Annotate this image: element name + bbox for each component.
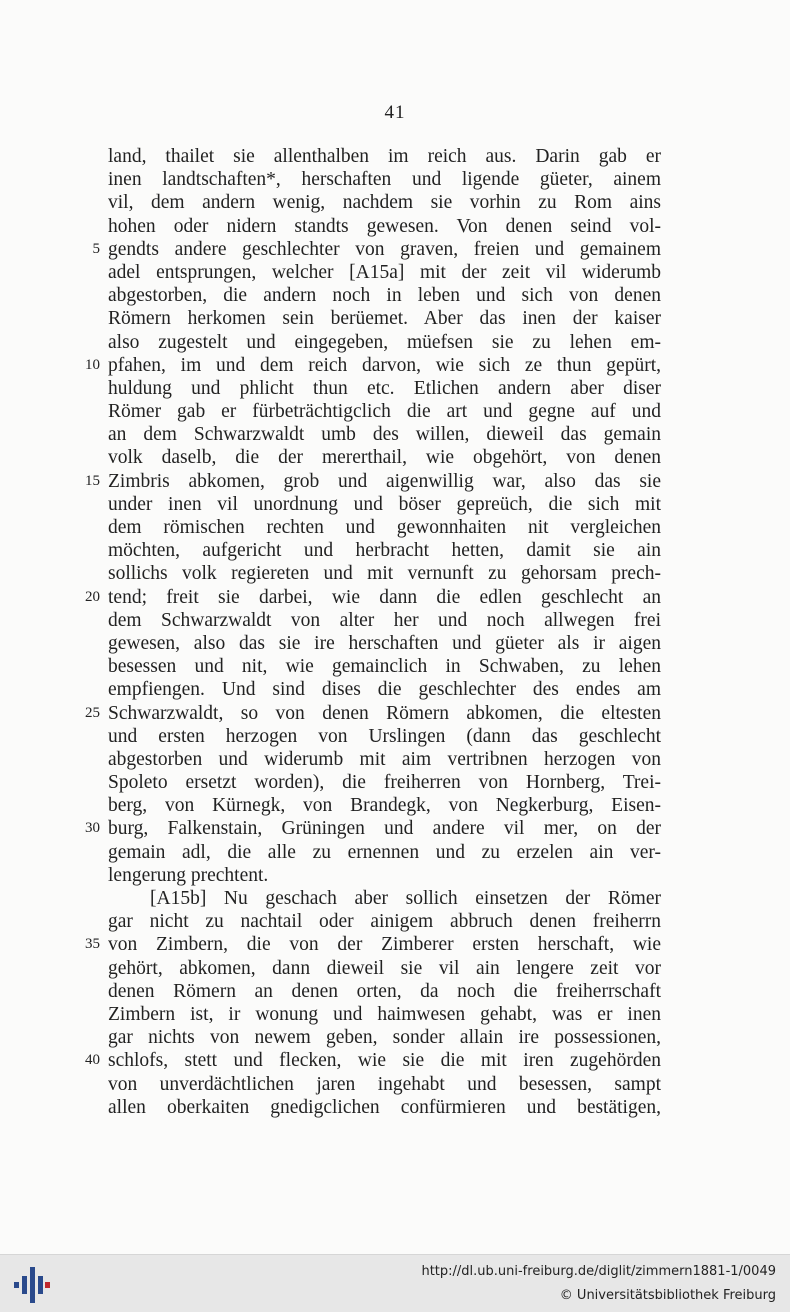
line-text: inen landtschaften*, herschaften und ligende güeter, ainem: [108, 169, 661, 191]
footer-copyright: © Universitätsbibliothek Freiburg: [559, 1288, 776, 1303]
text-line: [108, 377, 661, 400]
text-line: [85, 933, 661, 956]
line-text: schlofs, stett und flecken, wie sie die mit iren zugehörden: [108, 1050, 661, 1072]
text-line: [108, 493, 661, 516]
text-line: [108, 678, 661, 701]
line-text: lengerung prechtent.: [108, 864, 269, 886]
line-text: dem Schwarzwaldt von alter her und noch allwegen frei: [108, 609, 661, 631]
text-line: [108, 562, 661, 585]
text-line: [85, 470, 661, 493]
text-line: [108, 609, 661, 632]
text-line: [108, 284, 661, 307]
text-line: [108, 446, 661, 469]
line-text: [A15b] Nu geschach aber sollich einsetzen der Römer: [150, 888, 661, 909]
text-line: [108, 145, 661, 168]
text-line: [108, 423, 661, 446]
text-line: [108, 910, 661, 933]
line-number: 30: [85, 820, 100, 837]
text-line: [108, 632, 661, 655]
line-text: empfiengen. Und sind dises die geschlechter des endes am: [108, 679, 661, 701]
line-number: 15: [85, 472, 100, 489]
line-text: berg, von Kürnegk, von Brandegk, von Negkerburg, Eisen-: [108, 795, 661, 817]
line-text: abgestorben und widerumb mit aim vertribnen herzogen von: [108, 748, 661, 770]
text-line: [108, 191, 661, 214]
line-text: gar nichts von newem geben, sonder allain ire possessionen,: [108, 1027, 661, 1049]
text-line: [108, 539, 661, 562]
line-text: volk daselb, die der mererthail, wie obgehört, von denen: [108, 447, 661, 469]
line-text: Schwarzwaldt, so von denen Römern abkomen, die eltesten: [108, 702, 661, 724]
line-text: land, thailet sie allenthalben im reich aus. Darin gab er: [108, 146, 661, 167]
line-text: Römer gab er fürbeträchtigclich die art und gegne auf und: [108, 401, 661, 423]
line-text: möchten, aufgericht und herbracht hetten, damit sie ain: [108, 540, 661, 562]
text-line: [108, 771, 661, 794]
line-text: Zimbern ist, ir wonung und haimwesen gehabt, was er inen: [108, 1003, 661, 1025]
page-text: [85, 145, 661, 1119]
line-text: also zugestelt und eingegeben, müefsen sie zu lehen em-: [108, 331, 661, 353]
text-line: [85, 354, 661, 377]
text-line: [108, 261, 661, 284]
line-text: tend; freit sie darbei, wie dann die edlen geschlecht an: [108, 586, 661, 608]
line-text: Spoleto ersetzt worden), die freiherren von Hornberg, Trei-: [108, 772, 661, 794]
line-text: gendts andere geschlechter von graven, freien und gemainem: [108, 238, 661, 260]
line-text: hohen oder nidern standts gewesen. Von denen seind vol-: [108, 215, 661, 237]
text-line: [85, 817, 661, 840]
text-line: [108, 1073, 661, 1096]
line-text: sollichs volk regiereten und mit vernunft zu gehorsam prech-: [108, 563, 661, 585]
line-number: 40: [85, 1052, 100, 1069]
text-line: [108, 215, 661, 238]
text-line: [108, 887, 661, 910]
text-line: [108, 1003, 661, 1026]
text-line: [108, 307, 661, 330]
text-line: [108, 957, 661, 980]
line-text: und ersten herzogen von Urslingen (dann das geschlecht: [108, 725, 661, 747]
text-line: [108, 516, 661, 539]
line-number: 5: [92, 240, 100, 257]
text-line: [85, 702, 661, 725]
line-text: abgestorben, die andern noch in leben und sich von denen: [108, 285, 661, 307]
text-line: [108, 864, 661, 887]
text-line: [108, 400, 661, 423]
line-text: besessen und nit, wie gemainclich in Schwaben, zu lehen: [108, 656, 661, 678]
line-text: Römern herkomen sein berüemet. Aber das inen der kaiser: [108, 308, 661, 330]
line-number: 20: [85, 588, 100, 605]
text-line: [108, 168, 661, 191]
text-line: [108, 725, 661, 748]
line-text: gemain adl, die alle zu ernennen und zu erzelen ain ver-: [108, 841, 661, 863]
line-text: gar nicht zu nachtail oder ainigem abbruch denen freiherrn: [108, 911, 661, 933]
line-text: huldung und phlicht thun etc. Etlichen andern aber diser: [108, 377, 661, 399]
footer-url-link[interactable]: http://dl.ub.uni-freiburg.de/diglit/zimmern1881-1/0049: [421, 1264, 776, 1279]
line-text: vil, dem andern wenig, nachdem sie vorhin zu Rom ains: [108, 192, 661, 214]
line-text: dem römischen rechten und gewonnhaiten nit vergleichen: [108, 517, 661, 538]
text-line: [108, 1096, 661, 1119]
line-text: denen Römern an denen orten, da noch die freiherrschaft: [108, 980, 661, 1002]
line-text: under inen vil unordnung und böser gepreüch, die sich mit: [108, 493, 661, 515]
text-line: [108, 1026, 661, 1049]
text-line: [108, 980, 661, 1003]
line-text: adel entsprungen, welcher [A15a] mit der zeit vil widerumb: [108, 261, 661, 283]
text-line: [85, 1049, 661, 1072]
line-number: 35: [85, 936, 100, 953]
line-text: gehört, abkomen, dann dieweil sie vil ain lengere zeit vor: [108, 957, 661, 979]
line-text: pfahen, im und dem reich darvon, wie sich ze thun gepürt,: [108, 354, 661, 376]
ub-freiburg-logo-icon[interactable]: [14, 1267, 50, 1303]
text-line: [108, 748, 661, 771]
line-text: von Zimbern, die von der Zimberer ersten herschaft, wie: [108, 934, 661, 956]
line-text: Zimbris abkomen, grob und aigenwillig war, also das sie: [108, 470, 661, 492]
page-number: 41: [384, 102, 406, 123]
line-text: von unverdächtlichen jaren ingehabt und besessen, sampt: [108, 1073, 661, 1095]
footer-bar: [0, 1254, 790, 1312]
text-line: [108, 331, 661, 354]
line-number: 25: [85, 704, 100, 721]
text-line: [85, 586, 661, 609]
text-line: [108, 655, 661, 678]
line-text: an dem Schwarzwaldt umb des willen, dieweil das gemain: [108, 424, 661, 446]
text-line: [108, 841, 661, 864]
line-text: burg, Falkenstain, Grüningen und andere vil mer, on der: [108, 818, 661, 840]
line-text: gewesen, also das sie ire herschaften und güeter als ir aigen: [108, 632, 661, 654]
text-line: [108, 794, 661, 817]
text-line: [92, 238, 661, 261]
line-text: allen oberkaiten gnedigclichen confürmieren und bestätigen,: [108, 1096, 661, 1118]
line-number: 10: [85, 356, 100, 373]
